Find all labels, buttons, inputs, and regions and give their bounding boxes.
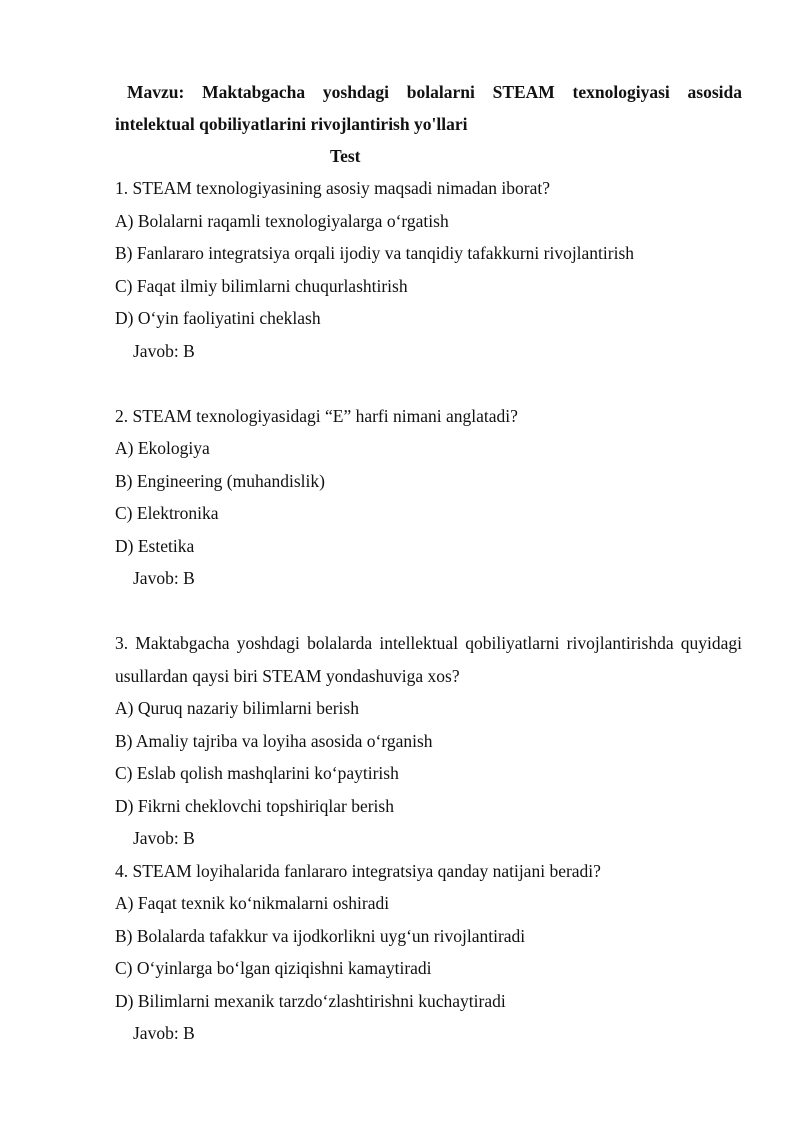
question-block-2 — [115, 400, 742, 595]
option-d: D) O‘yin faoliyatini cheklash — [115, 308, 321, 328]
option-c: C) Faqat ilmiy bilimlarni chuqurlashtirish — [115, 275, 408, 296]
question-text: 1. STEAM texnologiyasining asosiy maqsadi nimadan iborat? — [115, 178, 551, 198]
option-d: D) Fikrni cheklovchi topshiriqlar berish — [115, 795, 394, 816]
option-d: D) Bilimlarni mexanik tarzdo‘zlashtirishni kuchaytiradi — [115, 990, 506, 1011]
question-block-1 — [115, 172, 742, 367]
test-title: Test — [330, 146, 361, 166]
question-text: 2. STEAM texnologiyasidagi “E” harfi nimani anglatadi? — [115, 405, 518, 426]
option-a: A) Quruq nazariy bilimlarni berish — [115, 698, 359, 718]
option-c: C) Eslab qolish mashqlarini ko‘paytirish — [115, 763, 399, 783]
topic-heading: Mavzu: Maktabgacha yoshdagi bolalarni STEAM texnologiyasi asosida intelektual qobiliyatlarini rivojlantirish yo'llari — [115, 82, 742, 134]
question-text: 3. Maktabgacha yoshdagi bolalarda intellektual qobiliyatlarni rivojlantirishda quyidagi usullardan qaysi biri STEAM yondashuviga xos? — [115, 633, 742, 686]
option-d: D) Estetika — [115, 535, 195, 556]
document-page — [115, 76, 742, 1050]
option-a: A) Ekologiya — [115, 438, 210, 458]
option-c: C) O‘yinlarga bo‘lgan qiziqishni kamaytiradi — [115, 958, 432, 978]
answer-text: Javob: B — [133, 1023, 195, 1043]
question-block-4 — [115, 855, 742, 1050]
option-b: B) Amaliy tajriba va loyiha asosida o‘rganish — [115, 730, 433, 751]
blank-line — [115, 367, 742, 400]
question-block-3 — [115, 627, 742, 855]
answer-text: Javob: B — [133, 828, 195, 848]
answer-text: Javob: B — [133, 340, 195, 361]
answer-text: Javob: B — [133, 568, 195, 588]
option-a: A) Bolalarni raqamli texnologiyalarga o‘rgatish — [115, 210, 449, 231]
option-b: B) Fanlararo integratsiya orqali ijodiy va tanqidiy tafakkurni rivojlantirish — [115, 243, 635, 263]
option-b: B) Engineering (muhandislik) — [115, 470, 325, 491]
blank-line — [115, 595, 742, 628]
question-text: 4. STEAM loyihalarida fanlararo integratsiya qanday natijani beradi? — [115, 860, 601, 881]
option-a: A) Faqat texnik ko‘nikmalarni oshiradi — [115, 893, 390, 913]
option-c: C) Elektronika — [115, 503, 219, 523]
option-b: B) Bolalarda tafakkur va ijodkorlikni uyg‘un rivojlantiradi — [115, 925, 526, 946]
